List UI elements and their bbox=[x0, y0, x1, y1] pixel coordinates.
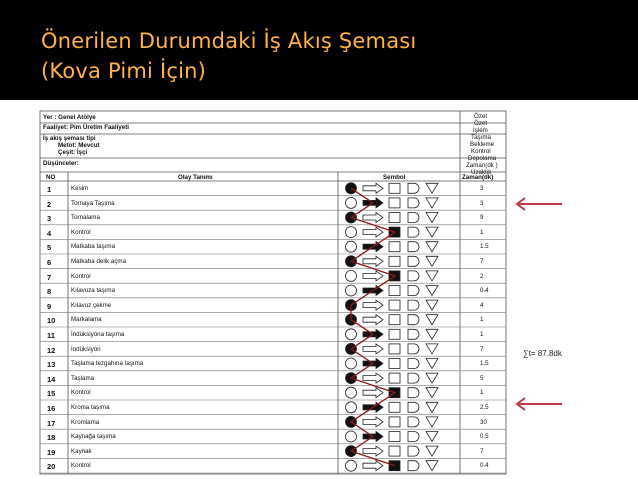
operation-symbol bbox=[346, 227, 357, 238]
row-description: İndüksiyon bbox=[71, 345, 101, 353]
storage-symbol bbox=[426, 402, 438, 412]
transport-symbol bbox=[363, 300, 383, 310]
operation-symbol bbox=[346, 329, 357, 340]
delay-symbol bbox=[408, 183, 419, 193]
transport-symbol bbox=[363, 388, 383, 398]
delay-symbol bbox=[408, 359, 419, 369]
delay-symbol bbox=[408, 315, 419, 325]
row-number: 20 bbox=[47, 462, 56, 472]
summary-item: İşlem bbox=[473, 127, 488, 134]
field-sema-tipi: İş akış şeması tipi bbox=[43, 135, 96, 142]
row-time: 1 bbox=[480, 228, 484, 236]
row-time: 3 bbox=[480, 199, 484, 207]
row-time: 2 bbox=[480, 272, 484, 280]
flow-chart-form bbox=[38, 108, 512, 476]
delay-symbol bbox=[408, 227, 419, 237]
row-description: Kromlama bbox=[71, 418, 100, 426]
delay-symbol bbox=[408, 388, 419, 398]
operation-symbol bbox=[346, 285, 357, 296]
storage-symbol bbox=[426, 315, 438, 325]
transport-symbol bbox=[363, 446, 383, 456]
row-symbols bbox=[346, 300, 439, 311]
operation-symbol bbox=[346, 387, 357, 398]
row-description: Matkaba taşıma bbox=[71, 243, 116, 251]
row-description: Tornalama bbox=[71, 214, 100, 222]
total-time-label: ∑t= 87.8dk bbox=[523, 349, 562, 358]
row-number: 5 bbox=[47, 243, 52, 253]
row-time: 1 bbox=[480, 389, 484, 397]
row-time: 7 bbox=[480, 258, 484, 265]
transport-symbol bbox=[363, 256, 383, 266]
slide-title: Önerilen Durumdaki İş Akış Şeması bbox=[41, 29, 417, 53]
row-time: 5 bbox=[480, 374, 484, 382]
storage-symbol bbox=[426, 446, 438, 456]
row-symbols bbox=[346, 387, 439, 398]
inspection-symbol bbox=[389, 402, 400, 412]
delay-symbol bbox=[408, 256, 419, 266]
row-time: 1.5 bbox=[480, 360, 489, 368]
row-number: 10 bbox=[47, 316, 56, 326]
row-number: 11 bbox=[47, 331, 55, 340]
storage-symbol bbox=[426, 417, 438, 427]
delay-symbol bbox=[408, 417, 419, 427]
storage-symbol bbox=[426, 286, 438, 296]
row-symbols bbox=[346, 446, 439, 457]
delay-symbol bbox=[408, 271, 419, 281]
row-number: 15 bbox=[47, 389, 56, 399]
row-symbols bbox=[346, 241, 439, 252]
summary-item: Özet bbox=[474, 120, 488, 127]
row-time: 3 bbox=[480, 185, 484, 192]
row-time: 2.5 bbox=[480, 404, 489, 411]
col-no: NO bbox=[46, 174, 56, 181]
inspection-symbol bbox=[389, 242, 400, 252]
delay-symbol bbox=[408, 344, 419, 354]
delay-symbol bbox=[408, 198, 419, 208]
row-number: 2 bbox=[47, 199, 52, 209]
row-description: İndüksiyona taşıma bbox=[71, 331, 125, 338]
col-olay: Olay Tanımı bbox=[178, 174, 213, 181]
row-description: Taşlama bbox=[71, 374, 95, 382]
storage-symbol bbox=[426, 432, 438, 442]
row-description: Kılavuza taşıma bbox=[71, 287, 116, 295]
row-time: 9 bbox=[480, 214, 484, 222]
inspection-symbol bbox=[389, 315, 400, 325]
field-yer: Yer : Genel Atölye bbox=[43, 114, 96, 121]
row-description: Kontrol bbox=[71, 272, 91, 280]
row-symbols bbox=[346, 373, 439, 384]
row-description: Kroma taşıma bbox=[71, 404, 110, 411]
field-metot: Metot: Mevcut bbox=[58, 142, 100, 149]
delay-symbol bbox=[408, 242, 419, 252]
row-time: 7 bbox=[480, 345, 484, 353]
delay-symbol bbox=[408, 373, 419, 383]
transport-symbol bbox=[363, 183, 383, 193]
row-time: 1 bbox=[480, 331, 484, 338]
row-number: 4 bbox=[47, 228, 52, 238]
row-number: 17 bbox=[47, 418, 56, 428]
row-description: Kesim bbox=[71, 185, 89, 192]
row-symbols bbox=[346, 402, 439, 413]
storage-symbol bbox=[426, 242, 438, 252]
storage-symbol bbox=[426, 329, 438, 339]
row-time: 1.5 bbox=[480, 243, 489, 251]
summary-item: Uzaklık bbox=[471, 169, 492, 176]
storage-symbol bbox=[426, 300, 438, 310]
row-symbols bbox=[346, 256, 439, 267]
inspection-symbol bbox=[389, 183, 400, 193]
row-symbols bbox=[346, 314, 439, 325]
summary-item: Bekleme bbox=[470, 141, 495, 148]
operation-symbol bbox=[346, 431, 357, 442]
row-symbols bbox=[346, 358, 439, 369]
row-symbols bbox=[346, 431, 439, 442]
row-symbols bbox=[346, 183, 439, 194]
row-description: Kılavuz çekme bbox=[71, 301, 112, 309]
inspection-symbol bbox=[389, 256, 400, 266]
row-symbols bbox=[346, 329, 439, 340]
inspection-symbol bbox=[389, 286, 400, 296]
field-dusunceler: Düşünceler: bbox=[43, 160, 79, 167]
row-time: 0.5 bbox=[480, 433, 489, 441]
inspection-symbol bbox=[389, 446, 400, 456]
row-symbols bbox=[346, 460, 439, 471]
row-number: 8 bbox=[47, 287, 52, 297]
delay-symbol bbox=[408, 300, 419, 310]
row-number: 7 bbox=[47, 272, 52, 282]
row-description: Kaynağa taşıma bbox=[71, 433, 116, 441]
row-number: 16 bbox=[47, 404, 56, 413]
row-symbols bbox=[346, 285, 439, 296]
row-number: 19 bbox=[47, 447, 56, 457]
row-symbols bbox=[346, 343, 439, 354]
inspection-symbol bbox=[389, 417, 400, 427]
row-time: 4 bbox=[480, 301, 484, 309]
row-number: 12 bbox=[47, 345, 56, 355]
storage-symbol bbox=[426, 271, 438, 281]
row-time: 1 bbox=[480, 316, 484, 324]
storage-symbol bbox=[426, 359, 438, 369]
delay-symbol bbox=[408, 432, 419, 442]
col-zaman: Zaman(dk) bbox=[462, 174, 494, 181]
row-symbols bbox=[346, 197, 439, 208]
operation-symbol bbox=[346, 197, 357, 208]
storage-symbol bbox=[426, 461, 438, 471]
row-time: 7 bbox=[480, 447, 484, 455]
operation-symbol bbox=[346, 358, 357, 369]
summary-item: Taşıma bbox=[471, 134, 491, 141]
row-symbols bbox=[346, 212, 439, 223]
row-number: 1 bbox=[47, 185, 52, 194]
row-number: 9 bbox=[47, 301, 52, 311]
row-symbols bbox=[346, 416, 439, 427]
transport-symbol bbox=[363, 315, 383, 325]
row-number: 13 bbox=[47, 360, 56, 370]
inspection-symbol bbox=[389, 300, 400, 310]
inspection-symbol bbox=[389, 213, 400, 223]
row-description: Matkaba delik açma bbox=[71, 258, 127, 265]
storage-symbol bbox=[426, 373, 438, 383]
row-time: 0.4 bbox=[480, 462, 489, 470]
transport-symbol bbox=[363, 271, 383, 281]
summary-item: Kontrol bbox=[471, 148, 491, 155]
field-cesit: Çeşit: İşçi bbox=[58, 149, 88, 156]
delay-symbol bbox=[408, 402, 419, 412]
inspection-symbol bbox=[389, 344, 400, 354]
row-time: 0.4 bbox=[480, 287, 489, 295]
transport-symbol bbox=[363, 227, 383, 237]
field-faaliyet: Faaliyet: Pim Üretim Faaliyeti bbox=[43, 124, 129, 131]
row-number: 18 bbox=[47, 433, 56, 443]
row-description: Markalama bbox=[71, 316, 102, 324]
row-number: 14 bbox=[47, 374, 56, 384]
row-description: Tornaya Taşıma bbox=[71, 199, 115, 207]
summary-item: Zaman(dk ) bbox=[466, 162, 498, 169]
delay-symbol bbox=[408, 213, 419, 223]
storage-symbol bbox=[426, 344, 438, 354]
highlight-arrow-row16 bbox=[514, 397, 564, 411]
operation-symbol bbox=[346, 460, 357, 471]
transport-symbol bbox=[363, 461, 383, 471]
delay-symbol bbox=[408, 446, 419, 456]
row-time: 30 bbox=[480, 418, 487, 426]
row-description: Kontrol bbox=[71, 462, 91, 470]
row-symbols bbox=[346, 227, 439, 238]
storage-symbol bbox=[426, 213, 438, 223]
storage-symbol bbox=[426, 183, 438, 193]
storage-symbol bbox=[426, 227, 438, 237]
row-number: 6 bbox=[47, 258, 52, 267]
transport-symbol bbox=[363, 417, 383, 427]
storage-symbol bbox=[426, 388, 438, 398]
row-description: Taşlama tezgahına taşıma bbox=[71, 360, 144, 368]
summary-header: Özet bbox=[474, 113, 488, 120]
transport-symbol bbox=[363, 213, 383, 223]
row-description: Kaynak bbox=[71, 447, 92, 455]
transport-symbol bbox=[363, 344, 383, 354]
slide-subtitle: (Kova Pimi İçin) bbox=[41, 59, 207, 83]
row-description: Kontrol bbox=[71, 389, 91, 397]
operation-symbol bbox=[346, 402, 357, 413]
delay-symbol bbox=[408, 329, 419, 339]
inspection-symbol bbox=[389, 373, 400, 383]
inspection-symbol bbox=[389, 432, 400, 442]
inspection-symbol bbox=[389, 329, 400, 339]
delay-symbol bbox=[408, 286, 419, 296]
delay-symbol bbox=[408, 461, 419, 471]
storage-symbol bbox=[426, 256, 438, 266]
row-symbols bbox=[346, 270, 439, 281]
storage-symbol bbox=[426, 198, 438, 208]
operation-symbol bbox=[346, 270, 357, 281]
inspection-symbol bbox=[389, 198, 400, 208]
col-sembol: Sembol bbox=[383, 174, 406, 181]
row-description: Kontrol bbox=[71, 228, 91, 236]
summary-item: Depolama bbox=[468, 155, 497, 162]
operation-symbol bbox=[346, 241, 357, 252]
row-number: 3 bbox=[47, 214, 52, 224]
inspection-symbol bbox=[389, 359, 400, 369]
highlight-arrow-row2 bbox=[514, 197, 564, 211]
transport-symbol bbox=[363, 373, 383, 383]
